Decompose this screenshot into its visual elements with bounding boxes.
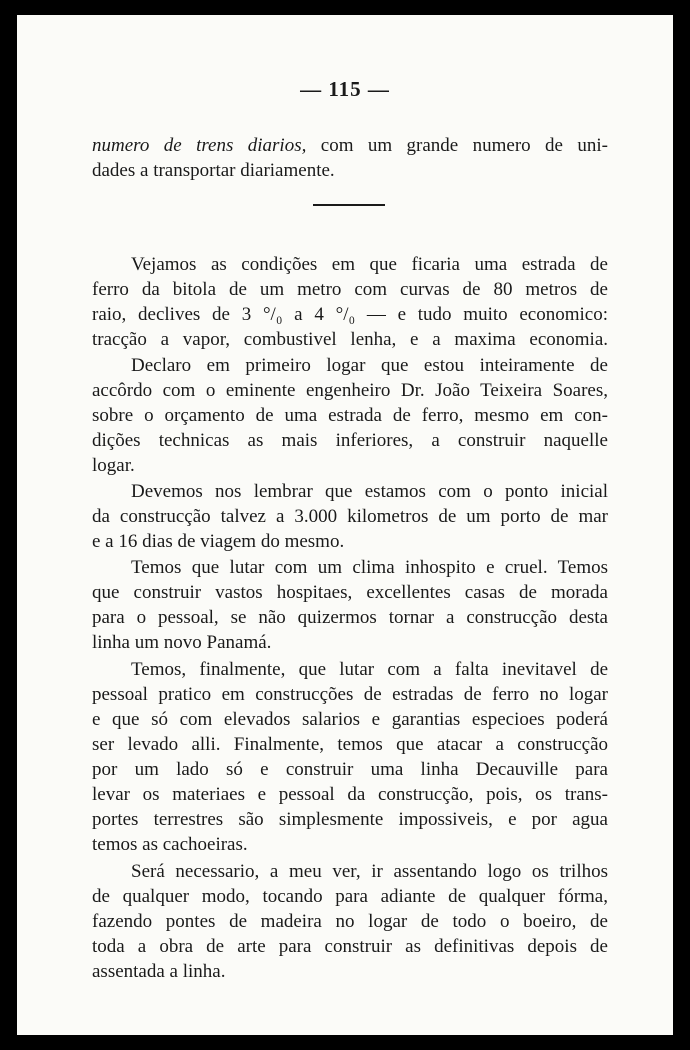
- text-line: pessoal pratico em construcções de estradas de ferro no logar: [92, 684, 608, 705]
- text-line: Temos, finalmente, que lutar com a falta inevitavel de: [131, 659, 608, 680]
- text-line: raio, declives de 3 °/₀ a 4 °/₀ — e tudo muito economico:: [92, 304, 608, 325]
- text-line: por um lado só e construir uma linha Decauville para: [92, 759, 608, 780]
- text-line: accôrdo com o eminente engenheiro Dr. João Teixeira Soares,: [92, 380, 608, 401]
- text-line: logar.: [92, 455, 135, 476]
- text-line: e que só com elevados salarios e garantias especioes poderá: [92, 709, 608, 730]
- text-line: Temos que lutar com um clima inhospito e cruel. Temos: [131, 557, 608, 578]
- text-line: Declaro em primeiro logar que estou inteiramente de: [131, 355, 608, 376]
- text-line: sobre o orçamento de uma estrada de ferro, mesmo em con-: [92, 405, 608, 426]
- text-line: tracção a vapor, combustivel lenha, e a maxima economia.: [92, 329, 608, 350]
- italic-phrase: numero de trens diarios,: [92, 135, 307, 156]
- text-line: para o pessoal, se não quizermos tornar a construcção desta: [92, 607, 608, 628]
- text-line: fazendo pontes de madeira no logar de todo o boeiro, de: [92, 911, 608, 932]
- book-page: [17, 15, 673, 1035]
- text-line: temos as cachoeiras.: [92, 834, 248, 855]
- text-line: Vejamos as condições em que ficaria uma estrada de: [131, 254, 608, 275]
- text-line: que construir vastos hospitaes, excellentes casas de morada: [92, 582, 608, 603]
- page-number: — 115 —: [300, 77, 390, 101]
- text-line: levar os materiaes e pessoal da construcção, pois, os trans-: [92, 784, 608, 805]
- text-line: linha um novo Panamá.: [92, 632, 272, 653]
- text-line: dades a transportar diariamente.: [92, 160, 335, 181]
- text-line: portes terrestres são simplesmente impossiveis, e por agua: [92, 809, 608, 830]
- text-line: dições technicas as mais inferiores, a construir naquelle: [92, 430, 608, 451]
- section-divider: [313, 204, 385, 206]
- text-line: toda a obra de arte para construir as definitivas depois de: [92, 936, 608, 957]
- text-line: da construcção talvez a 3.000 kilometros de um porto de mar: [92, 506, 608, 527]
- text-line: ferro da bitola de um metro com curvas de 80 metros de: [92, 279, 608, 300]
- text-line: Será necessario, a meu ver, ir assentando logo os trilhos: [131, 861, 608, 882]
- line-remainder: com um grande numero de uni-: [306, 135, 608, 156]
- text-line: ser levado alli. Finalmente, temos que atacar a construcção: [92, 734, 608, 755]
- text-line: de qualquer modo, tocando para adiante de qualquer fórma,: [92, 886, 608, 907]
- text-line: e a 16 dias de viagem do mesmo.: [92, 531, 345, 552]
- text-line: [92, 133, 608, 158]
- text-line: Devemos nos lembrar que estamos com o ponto inicial: [131, 481, 608, 502]
- text-line: assentada a linha.: [92, 961, 226, 982]
